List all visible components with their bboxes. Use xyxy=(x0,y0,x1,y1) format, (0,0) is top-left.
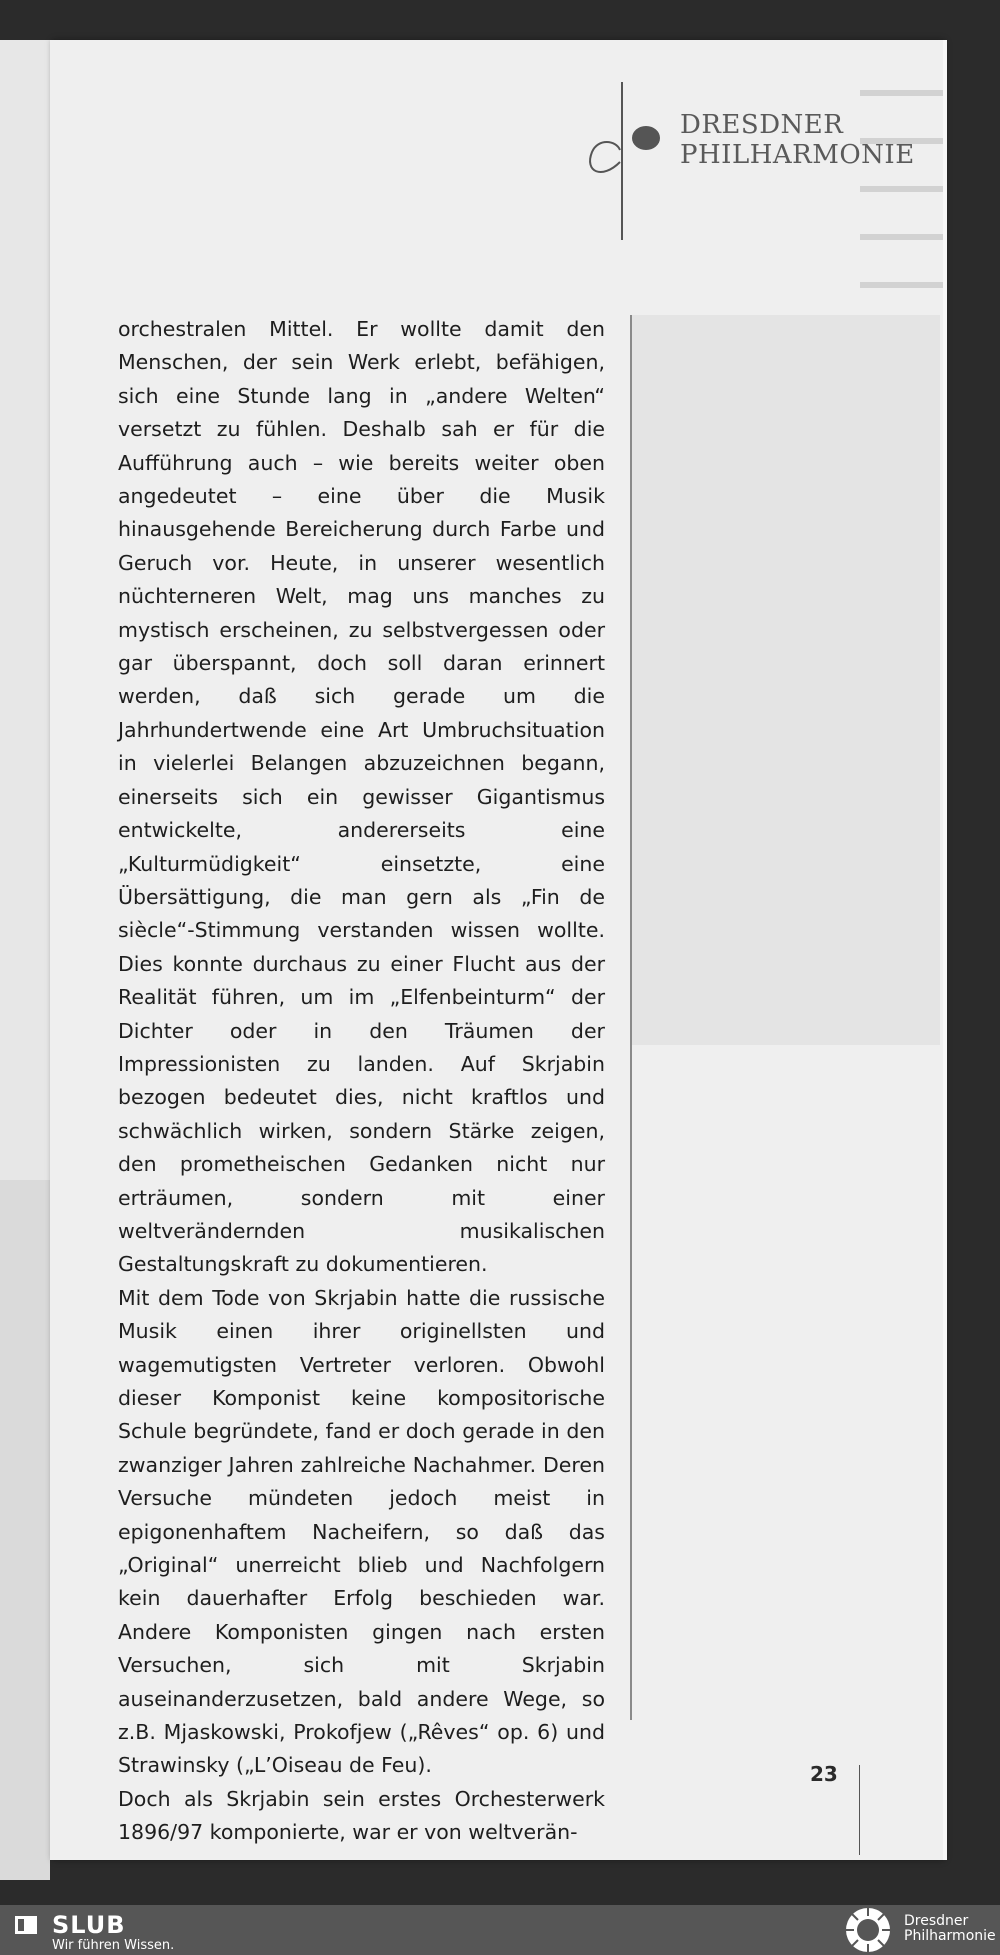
paragraph-2: Mit dem Tode von Skrjabin hatte die russische Musik einen ihrer originellsten und wagemutigsten Vertreter verloren. Obwohl dieser Komponist keine kompositorische Schule begründete, fand er doch gerade in den zwanziger Jahren zahlreiche Nachahmer. Deren Versuche mündeten jedoch meist in epigonenhaftem Nacheifern, so daß das „Original“ unerreicht blieb und Nachfolgern kein dauerhafter Erfolg beschieden war. Andere Komponisten gingen nach ersten Versuchen, sich mit Skrjabin auseinanderzusetzen, bald andere Wege, so z.B. Mjaskowski, Prokofjew („Rêves“ op. 6) und Strawinsky („L’Oiseau de Feu). xyxy=(118,1285,605,1778)
slub-title: SLUB xyxy=(52,1911,126,1939)
logo-line-1: DRESDNER xyxy=(680,110,844,140)
page-number-rule xyxy=(859,1765,860,1855)
philharmonie-footer-name xyxy=(904,1914,996,1944)
philharmonie-emblem-icon xyxy=(842,1906,894,1954)
side-panel xyxy=(632,315,940,1045)
logo-wordmark xyxy=(680,110,915,170)
paragraph-3: Doch als Skrjabin sein erstes Orchesterwerk 1896/97 komponierte, war er von weltverän- xyxy=(118,1786,605,1845)
page-edge xyxy=(943,40,947,1860)
main-text-column xyxy=(118,313,605,1850)
dp-line-1: Dresdner xyxy=(904,1913,969,1929)
logo-line-2: PHILHARMONIE xyxy=(680,140,915,170)
facing-page-edge xyxy=(0,40,51,1860)
paragraph-1: orchestralen Mittel. Er wollte damit den Menschen, der sein Werk erlebt, befähigen, sich eine Stunde lang in „andere Welten“ versetzt zu fühlen. Deshalb sah er für die Aufführung auch – wie bereits weiter oben angedeutet – eine über die Musik hinausgehende Bereicherung durch Farbe und Geruch vor. Heute, in unserer wesentlich nüchterneren Welt, mag uns manches zu mystisch erscheinen, zu selbstvergessen oder gar überspannt, doch soll daran erinnert werden, daß sich gerade um die Jahrhundertwende eine Art Umbruchsituation in vielerlei Belangen abzuzeichnen begann, einerseits sich ein gewisser Gigantismus entwickelte, andererseits eine „Kulturmüdigkeit“ einsetzte, eine Übersättigung, die man gern als „Fin de siècle“-Stimmung verstanden wissen wollte. Dies konnte durchaus zu einer Flucht aus der Realität führen, um im „Elfenbeinturm“ der Dichter oder in den Träumen der Impressionisten zu landen. Auf Skrjabin bezogen bedeutet dies, nicht kraftlos und schwächlich wirken, sondern Stärke zeigen, den prometheischen Gedanken nicht nur erträumen, sondern mit einer weltverändernden musikalischen Gestaltungskraft zu dokumentieren. xyxy=(118,317,605,1277)
slub-book-icon xyxy=(14,1913,38,1937)
page-number: 23 xyxy=(810,1762,838,1786)
slub-tagline: Wir führen Wissen. xyxy=(52,1938,175,1953)
dp-line-2: Philharmonie xyxy=(904,1928,996,1944)
column-divider xyxy=(630,315,632,1720)
